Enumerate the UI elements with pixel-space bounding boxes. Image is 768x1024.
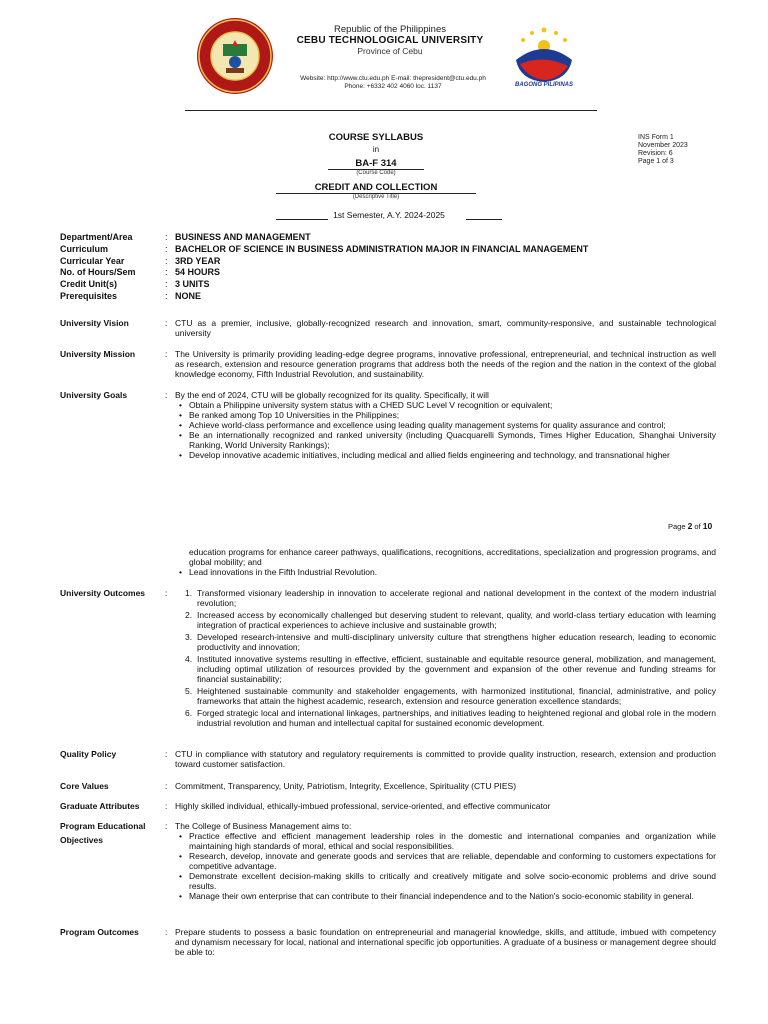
graduate-attributes-section [60,801,716,811]
page-prefix: Page [668,522,688,531]
goals-section [60,390,716,460]
peo-colon: : [165,821,168,831]
goals-label: University Goals [60,390,128,400]
outcome-text: Heightened sustainable community and stakeholder engagements, with harmonized institutional, financial, administrative, and policy frameworks that attain the highest academic, research, extension and resource generation excellence standards; [197,686,716,706]
peo-body [175,821,716,901]
contact-phone: Phone: +6332 402 4060 loc. 1137 [344,83,442,90]
goals-list [175,400,716,460]
form-info [638,134,748,166]
page-of: of [692,522,703,531]
vision-section [60,318,716,338]
syllabus-heading: COURSE SYLLABUS [328,132,424,143]
graduate-attributes-colon: : [165,801,168,811]
quality-policy-section [60,749,716,769]
bagong-pilipinas-text: BAGONG PILIPINAS [514,82,573,88]
republic-line: Republic of the Philippines [334,24,446,35]
ctu-seal-logo [196,16,274,96]
info-colon: : [165,255,168,266]
goal-item: • Achieve world-class performance and excellence using leading quality management systems for quality assurance and control; [189,420,716,430]
outcomes-list [175,588,716,730]
info-value: 3RD YEAR [175,255,221,266]
info-colon: : [165,279,168,290]
vision-text: CTU as a premier, inclusive, globally-recognized research and innovation, smart, community-responsive, and sustainable technological university [175,318,716,338]
bagong-pilipinas-logo [508,24,580,94]
info-row [60,244,588,256]
info-value: BACHELOR OF SCIENCE IN BUSINESS ADMINISTRATION MAJOR IN FINANCIAL MANAGEMENT [175,243,589,254]
course-title-caption: (Descriptive Title) [352,194,400,200]
info-value: NONE [175,290,202,301]
goals-intro: By the end of 2024, CTU will be globally recognized for its quality. Specifically, it will [175,390,489,400]
page-total: 10 [702,521,713,531]
goals-list-continued [175,567,716,577]
header-divider [185,110,597,111]
outcome-item [185,686,716,706]
course-code: BA-F 314 [355,158,397,169]
program-outcomes-label: Program Outcomes [60,927,139,937]
quality-policy-text: CTU in compliance with statutory and regulatory requirements is committed to provide quality instruction, research, extension and production toward customer satisfaction. [175,749,716,769]
goals-continued-body [175,547,716,577]
info-colon: : [165,232,168,242]
outcomes-colon: : [165,588,168,598]
peo-item: • Manage their own enterprise that can contribute to their financial independence and to the Nation's socio-economic stability in general. [189,891,716,901]
semester-line-right [466,219,502,220]
semester: 1st Semester, A.Y. 2024-2025 [333,210,445,220]
province-line: Province of Cebu [357,46,423,56]
outcome-number: 6. [185,708,193,718]
outcome-item [185,654,716,684]
course-info [60,232,588,303]
outcome-text: Developed research-intensive and multi-disciplinary university culture that strengthens higher education research, leading to economic productivity and innovation; [197,632,716,652]
program-outcomes-colon: : [165,927,168,937]
outcome-number: 1. [185,588,193,598]
info-label: Prerequisites [60,290,118,301]
outcome-text: Transformed visionary leadership in innovation to accelerate regional and national development in the context of the modern industrial revolution; [197,588,716,608]
peo-label-line1: Program Educational [60,821,146,831]
goals-continued [60,547,716,577]
course-title: CREDIT AND COLLECTION [314,182,438,193]
quality-policy-label: Quality Policy [60,749,117,759]
semester-line-left [276,219,328,220]
outcome-text: Increased access by economically challenged but deserving student to relevant, quality, and world-class tertiary education with learning integration of practical experiences to achieve inclusive and sustainable growth; [197,610,716,630]
in-text: in [372,145,380,154]
info-value: 54 HOURS [175,267,221,278]
peo-label [60,821,165,901]
outcome-item [185,588,716,608]
info-row [60,256,588,268]
course-code-caption: (Course Code) [356,170,396,176]
vision-label: University Vision [60,318,129,328]
outcome-item [185,610,716,630]
mission-section [60,349,716,379]
university-header [290,24,490,56]
outcome-text: Forged strategic local and international linkages, partnerships, and initiatives leading to heightened regional and global role in the modern industrial revolution and human and intellectual capital for sustained economic development. [197,708,716,728]
goal-item: • Develop innovative academic initiatives, including medical and allied fields engineering and technology, and transnational higher [189,450,716,460]
peo-item: • Demonstrate excellent decision-making skills to critically and creatively mitigate and solve socio-economic problems and drive sound results. [189,871,716,891]
info-value: BUSINESS AND MANAGEMENT [175,232,311,242]
info-label: No. of Hours/Sem [60,267,136,278]
info-row [60,232,588,244]
contact-info [288,75,498,91]
graduate-attributes-label: Graduate Attributes [60,801,140,811]
peo-list [175,831,716,901]
course-title-block [270,132,482,200]
info-row [60,291,588,303]
form-number: INS Form 1 [638,134,674,141]
goal-item-continued: education programs for enhance career pathways, qualifications, recognitions, accreditations, specialization and progression programs, and global mobility; and [189,547,716,567]
outcome-number: 2. [185,610,193,620]
info-label: Department/Area [60,232,133,242]
outcome-text: Instituted innovative systems resulting in effective, efficient, sustainable and equitable resource general, mobilization, and management, including optimal utilization of resources provided by the government and expansion of the other revenue and funding streams for financial sustainability; [197,654,716,684]
program-outcomes-section [60,927,716,957]
page-current: 2 [687,521,693,531]
vision-colon: : [165,318,168,328]
info-colon: : [165,267,168,278]
program-outcomes-text: Prepare students to possess a basic foundation on entrepreneurial and managerial knowledge, skills, and attitude, imbued with competency and dynamism necessary for local, national and international specific job opportunities. A graduate of a business or management degree should be able to: [175,927,716,957]
mission-colon: : [165,349,168,359]
peo-intro: The College of Business Management aims to: [175,821,352,831]
goal-item: • Be ranked among Top 10 Universities in the Philippines; [189,410,716,420]
peo-section [60,821,716,901]
peo-item: • Research, develop, innovate and generate goods and services that are reliable, dependable and conforming to customers expectations for competitive advantage. [189,851,716,871]
mission-label: University Mission [60,349,136,359]
peo-item: • Practice effective and efficient management leadership roles in the domestic and international companies and organization while maintaining high standards of moral, ethical and social responsibilities. [189,831,716,851]
core-values-section [60,781,716,791]
contact-web-email: Website: http://www.ctu.edu.ph E-mail: thepresident@ctu.edu.ph [300,75,486,82]
form-revision: Revision: 6 [638,150,673,157]
info-label: Credit Unit(s) [60,279,117,290]
outcome-item [185,708,716,728]
form-page: Page 1 of 3 [638,158,674,165]
core-values-label: Core Values [60,781,109,791]
outcomes-label: University Outcomes [60,588,146,598]
goal-item: • Obtain a Philippine university system status with a CHED SUC Level V recognition or equivalent; [189,400,716,410]
outcome-item [185,632,716,652]
goals-colon: : [165,390,168,400]
info-label: Curricular Year [60,255,125,266]
outcomes-section [60,588,716,730]
info-label: Curriculum [60,243,109,254]
graduate-attributes-text: Highly skilled individual, ethically-imbued professional, service-oriented, and effective communicator [175,801,551,811]
info-row [60,279,588,291]
goal-item: • Lead innovations in the Fifth Industrial Revolution. [189,567,716,577]
core-values-colon: : [165,781,168,791]
info-colon: : [165,290,168,301]
core-values-text: Commitment, Transparency, Unity, Patriotism, Integrity, Excellence, Spirituality (CTU PIES) [175,781,517,791]
peo-label-line2: Objectives [60,835,103,845]
quality-policy-colon: : [165,749,168,759]
info-row [60,267,588,279]
page-number [668,521,712,531]
goals-body [175,390,716,460]
outcome-number: 4. [185,654,193,664]
university-name: CEBU TECHNOLOGICAL UNIVERSITY [296,35,484,46]
form-date: November 2023 [638,142,688,149]
outcome-number: 5. [185,686,193,696]
goal-item: • Be an internationally recognized and ranked university (including Quacquarelli Symonds, Times Higher Education, Shanghai University Ranking, World University Rankings); [189,430,716,450]
mission-text: The University is primarily providing leading-edge degree programs, innovative professional, entrepreneurial, and technical instruction as well as research, extension and resource generation programs that address both the needs of the region and the nation in the context of the global knowledge economy, Fifth Industrial Revolution, and sustainability. [175,349,716,379]
info-value: 3 UNITS [175,279,210,290]
outcome-number: 3. [185,632,193,642]
info-colon: : [165,243,168,254]
